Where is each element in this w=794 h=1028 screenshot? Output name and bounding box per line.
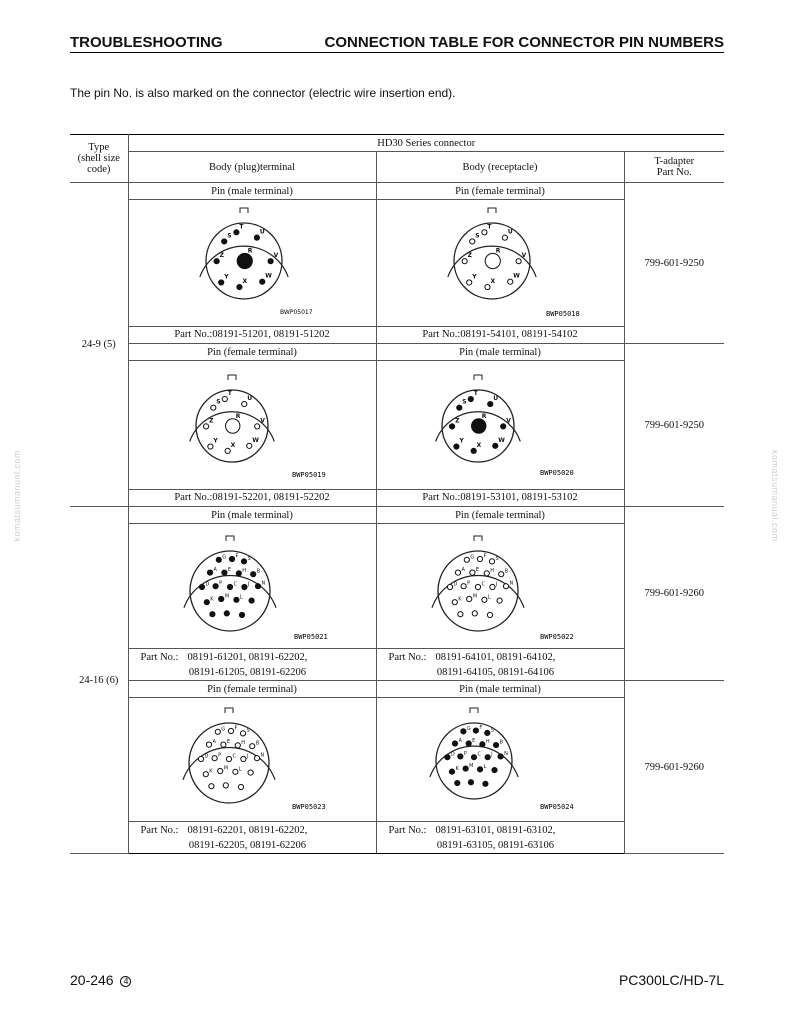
pin bbox=[475, 584, 480, 589]
pin-label: S bbox=[227, 231, 232, 239]
pin-label: K bbox=[209, 768, 213, 775]
pin bbox=[242, 584, 247, 589]
connector-face bbox=[189, 723, 269, 803]
watermark-right: komatsumanual.com bbox=[770, 450, 780, 542]
connector-diagram-cell bbox=[128, 200, 376, 327]
pin bbox=[203, 771, 208, 776]
connector-diagram bbox=[132, 362, 372, 489]
pin-label: M bbox=[469, 762, 474, 769]
pin-label: P bbox=[219, 580, 223, 587]
connector-diagram-cell bbox=[376, 361, 624, 490]
pin bbox=[498, 753, 503, 758]
pin bbox=[209, 783, 214, 788]
pin bbox=[484, 570, 489, 575]
connector-face bbox=[190, 551, 270, 631]
pin-label: A bbox=[213, 566, 217, 573]
pin bbox=[471, 448, 476, 453]
connector-diagram bbox=[132, 699, 372, 821]
pin-label: J bbox=[246, 753, 249, 759]
pin bbox=[461, 728, 466, 733]
pin bbox=[482, 229, 487, 234]
pin-label: T bbox=[227, 389, 232, 397]
pin bbox=[233, 769, 238, 774]
model-name: PC300LC/HD-7L bbox=[618, 972, 724, 988]
pin-label: R bbox=[247, 247, 253, 255]
pin bbox=[234, 229, 239, 234]
pin-label: U bbox=[259, 228, 265, 236]
pin bbox=[468, 396, 473, 401]
connector-diagram-cell bbox=[376, 698, 624, 822]
pin-label: Pin (female terminal) bbox=[376, 507, 624, 524]
pin bbox=[240, 730, 245, 735]
pin-label: C bbox=[233, 581, 237, 587]
pin-label: X bbox=[490, 277, 496, 285]
pin bbox=[234, 597, 239, 602]
pin bbox=[468, 779, 473, 784]
pin-label: T bbox=[239, 222, 244, 230]
pin-label: S bbox=[475, 231, 480, 239]
pin-label: F bbox=[234, 725, 238, 731]
pin-label: M bbox=[223, 765, 229, 771]
pin bbox=[445, 754, 450, 759]
figure-code: BWP05017 bbox=[280, 308, 313, 316]
pin bbox=[222, 396, 227, 401]
pin bbox=[467, 596, 472, 601]
pin bbox=[466, 740, 471, 745]
connector-face bbox=[436, 723, 512, 799]
figure-code: BWP05024 bbox=[540, 802, 574, 811]
pin-label: Z bbox=[455, 416, 460, 424]
pin bbox=[241, 558, 246, 563]
pin-label: V bbox=[521, 251, 527, 259]
pin bbox=[452, 599, 457, 604]
pin-label: W bbox=[513, 272, 520, 280]
pin-label: U bbox=[507, 228, 513, 236]
center-pin bbox=[472, 418, 486, 432]
connector-diagram bbox=[132, 525, 372, 648]
connector-diagram-cell bbox=[376, 524, 624, 649]
pin bbox=[241, 756, 246, 761]
pin-label: D bbox=[205, 581, 210, 587]
pin-label: C bbox=[232, 753, 236, 759]
pin bbox=[268, 258, 273, 263]
type-header: Type (shell size code) bbox=[70, 135, 128, 183]
pin bbox=[239, 612, 244, 617]
part-number: Part No.:08191-52201, 08191-52202 bbox=[128, 490, 376, 507]
pin bbox=[455, 570, 460, 575]
pin bbox=[249, 598, 254, 603]
figure-code: BWP05022 bbox=[540, 632, 574, 641]
pin bbox=[255, 423, 260, 428]
key-tab bbox=[470, 708, 478, 713]
pin-label: B bbox=[256, 568, 261, 575]
pin bbox=[452, 740, 457, 745]
pin-label: Pin (male terminal) bbox=[128, 183, 376, 200]
pin-label: H bbox=[485, 738, 490, 745]
revision-mark: 4 bbox=[120, 976, 131, 987]
pin-label: J bbox=[247, 581, 250, 587]
pin bbox=[219, 279, 224, 284]
pin bbox=[492, 767, 497, 772]
pin-label: L bbox=[238, 765, 242, 772]
pin-label: P bbox=[218, 752, 222, 759]
pin-label: C bbox=[481, 581, 485, 587]
key-tab bbox=[488, 208, 496, 213]
pin-label: M bbox=[472, 593, 478, 599]
connector-face bbox=[438, 551, 518, 631]
pin-label: H bbox=[242, 567, 247, 574]
pin-label: Z bbox=[467, 251, 472, 259]
key-tab bbox=[474, 375, 482, 380]
pin bbox=[482, 597, 487, 602]
pin-label: X bbox=[242, 277, 248, 285]
pin bbox=[237, 284, 242, 289]
pin bbox=[238, 784, 243, 789]
pin bbox=[503, 583, 508, 588]
pin bbox=[485, 754, 490, 759]
pin-label: Y bbox=[472, 272, 477, 280]
pin-label: S bbox=[216, 398, 221, 406]
pin-label: D bbox=[450, 751, 455, 758]
pin bbox=[493, 443, 498, 448]
pin bbox=[462, 258, 467, 263]
pin-label: B bbox=[499, 739, 503, 746]
pin bbox=[497, 598, 502, 603]
pin bbox=[470, 570, 475, 575]
pin-label: F bbox=[483, 553, 487, 559]
pin bbox=[516, 258, 521, 263]
tadapter-part: 799-601-9250 bbox=[624, 183, 724, 344]
pin-label: R bbox=[495, 247, 501, 255]
pin bbox=[457, 405, 462, 410]
part-number: Part No.:08191-54101, 08191-54102 bbox=[376, 327, 624, 344]
pin-label: Pin (male terminal) bbox=[128, 507, 376, 524]
pin bbox=[216, 557, 221, 562]
page-number: 20-246 4 bbox=[70, 972, 131, 988]
pin-label: S bbox=[246, 727, 250, 734]
pin bbox=[490, 584, 495, 589]
pin bbox=[488, 401, 493, 406]
pin bbox=[464, 557, 469, 562]
pin-label: N bbox=[509, 580, 514, 587]
pin bbox=[208, 443, 213, 448]
pin-label: U bbox=[247, 394, 253, 402]
pin bbox=[458, 753, 463, 758]
pin-label: H bbox=[490, 567, 495, 574]
key-tab bbox=[228, 375, 236, 380]
pin bbox=[235, 742, 240, 747]
pin bbox=[228, 728, 233, 733]
pin bbox=[447, 584, 452, 589]
pin bbox=[212, 755, 217, 760]
pin-label: Y bbox=[213, 437, 218, 445]
connector-diagram bbox=[132, 201, 372, 326]
pin bbox=[473, 728, 478, 733]
header-rule bbox=[70, 52, 724, 53]
pin bbox=[485, 730, 490, 735]
figure-code: BWP05019 bbox=[292, 470, 326, 479]
pin bbox=[213, 583, 218, 588]
pin-label: L bbox=[483, 763, 487, 770]
pin-label: Pin (female terminal) bbox=[128, 681, 376, 698]
pin bbox=[463, 766, 468, 771]
part-number: Part No.: 08191-61201, 08191-62202, 08191-61205, 08191-62206 bbox=[128, 649, 376, 681]
pin-label: N bbox=[261, 580, 266, 587]
watermark-left: komatsumanual.com bbox=[12, 450, 22, 542]
pin bbox=[225, 448, 230, 453]
connector-diagram bbox=[380, 201, 620, 326]
pin-label: G bbox=[221, 725, 226, 732]
pin bbox=[226, 756, 231, 761]
pin bbox=[255, 583, 260, 588]
pin-label: Y bbox=[224, 272, 229, 280]
pin-label: T bbox=[487, 222, 492, 230]
pin-label: H bbox=[241, 739, 246, 746]
pin bbox=[467, 279, 472, 284]
pin-label: Pin (male terminal) bbox=[376, 681, 624, 698]
pin bbox=[449, 423, 454, 428]
pin bbox=[461, 583, 466, 588]
pin-label: K bbox=[455, 765, 459, 772]
pin-label: X bbox=[230, 441, 236, 449]
pin bbox=[493, 742, 498, 747]
figure-code: BWP05023 bbox=[292, 802, 326, 811]
pin-label: F bbox=[235, 553, 239, 559]
pin-label: F bbox=[479, 724, 483, 731]
pin bbox=[199, 584, 204, 589]
pin-label: A bbox=[458, 737, 462, 744]
pin bbox=[247, 443, 252, 448]
pin bbox=[471, 754, 476, 759]
pin-label: X bbox=[476, 441, 482, 449]
pin-label: Z bbox=[219, 251, 224, 259]
pin bbox=[248, 770, 253, 775]
pin-label: T bbox=[473, 389, 478, 397]
tadapter-part: 799-601-9260 bbox=[624, 507, 724, 681]
pin bbox=[223, 782, 228, 787]
pin bbox=[229, 556, 234, 561]
pin-label: J bbox=[491, 751, 493, 758]
pin bbox=[489, 558, 494, 563]
pin-label: P bbox=[467, 580, 471, 587]
type-cell: 24-16 (6) bbox=[70, 507, 128, 854]
pin-label: W bbox=[252, 436, 259, 444]
pin bbox=[501, 423, 506, 428]
pin bbox=[214, 258, 219, 263]
pin bbox=[222, 238, 227, 243]
figure-code: BWP05021 bbox=[294, 632, 328, 641]
pin bbox=[470, 238, 475, 243]
pin-label: R bbox=[481, 412, 487, 420]
tadapter-column-header: T-adapter Part No. bbox=[624, 152, 724, 183]
center-pin bbox=[485, 253, 500, 268]
pin-label: V bbox=[273, 251, 279, 259]
pin-label: S bbox=[490, 726, 494, 733]
pin-label: Pin (male terminal) bbox=[376, 344, 624, 361]
key-tab bbox=[225, 708, 233, 713]
page-title: CONNECTION TABLE FOR CONNECTOR PIN NUMBERS bbox=[324, 34, 724, 51]
pin bbox=[487, 612, 492, 617]
pin bbox=[250, 743, 255, 748]
pin-label: W bbox=[265, 272, 272, 280]
pin bbox=[499, 571, 504, 576]
pin bbox=[198, 756, 203, 761]
figure-code: BWP05018 bbox=[546, 309, 580, 318]
pin bbox=[218, 768, 223, 773]
pin bbox=[219, 596, 224, 601]
pin-label: S bbox=[247, 555, 251, 562]
pin-label: D bbox=[204, 753, 209, 759]
pin-label: E bbox=[226, 738, 231, 745]
pin bbox=[254, 235, 259, 240]
pin bbox=[480, 741, 485, 746]
pin-label: A bbox=[461, 566, 465, 573]
key-tab bbox=[240, 208, 248, 213]
pin bbox=[242, 401, 247, 406]
pin bbox=[215, 729, 220, 734]
pin-label: A bbox=[212, 738, 216, 745]
pin-label: K bbox=[210, 596, 214, 603]
pin-label: S bbox=[495, 555, 499, 562]
pin-label: G bbox=[470, 553, 475, 560]
pin bbox=[207, 570, 212, 575]
pin bbox=[260, 279, 265, 284]
pin-label: E bbox=[475, 566, 480, 573]
pin bbox=[206, 742, 211, 747]
connector-diagram-cell bbox=[128, 361, 376, 490]
pin bbox=[477, 766, 482, 771]
key-tab bbox=[474, 536, 482, 541]
pin bbox=[254, 755, 259, 760]
pin bbox=[502, 235, 507, 240]
pin bbox=[455, 780, 460, 785]
pin-label: S bbox=[462, 398, 467, 406]
pin-label: Z bbox=[209, 416, 214, 424]
key-tab bbox=[226, 536, 234, 541]
figure-code: BWP05020 bbox=[540, 468, 574, 477]
pin-label: R bbox=[235, 412, 241, 420]
section-title: TROUBLESHOOTING bbox=[70, 34, 223, 51]
pin-label: P bbox=[463, 750, 467, 757]
pin-label: G bbox=[222, 553, 227, 560]
pin-label: L bbox=[487, 593, 491, 600]
pin bbox=[472, 610, 477, 615]
connector-diagram-cell bbox=[128, 524, 376, 649]
pin bbox=[224, 610, 229, 615]
pin-label: Pin (female terminal) bbox=[376, 183, 624, 200]
center-pin bbox=[226, 418, 240, 432]
pin bbox=[203, 423, 208, 428]
pin-label: D bbox=[453, 581, 458, 587]
pin-label: E bbox=[227, 566, 232, 573]
pin-label: L bbox=[239, 593, 243, 600]
pin-label: Pin (female terminal) bbox=[128, 344, 376, 361]
series-header: HD30 Series connector bbox=[128, 135, 724, 152]
pin bbox=[227, 584, 232, 589]
pin bbox=[458, 611, 463, 616]
connector-diagram-cell bbox=[376, 200, 624, 327]
plug-column-header: Body (plug)terminal bbox=[128, 152, 376, 183]
pin bbox=[210, 611, 215, 616]
pin-label: G bbox=[466, 725, 471, 732]
pin bbox=[508, 279, 513, 284]
pin bbox=[251, 571, 256, 576]
center-pin bbox=[237, 253, 252, 268]
pin bbox=[485, 284, 490, 289]
pin-label: W bbox=[498, 436, 505, 444]
type-cell: 24-9 (5) bbox=[70, 183, 128, 507]
pin-label: B bbox=[255, 740, 260, 747]
pin-label: Y bbox=[459, 437, 464, 445]
intro-text: The pin No. is also marked on the connector (electric wire insertion end). bbox=[70, 86, 456, 100]
tadapter-part: 799-601-9250 bbox=[624, 344, 724, 507]
pin-label: J bbox=[495, 581, 498, 587]
pin bbox=[236, 570, 241, 575]
pin bbox=[449, 769, 454, 774]
part-number: Part No.:08191-51201, 08191-51202 bbox=[128, 327, 376, 344]
pin-label: N bbox=[504, 750, 508, 757]
pin-label: N bbox=[260, 752, 265, 759]
connector-diagram bbox=[380, 362, 620, 489]
pin-label: V bbox=[506, 416, 511, 424]
connector-diagram bbox=[380, 699, 620, 821]
pin bbox=[204, 599, 209, 604]
pin bbox=[221, 742, 226, 747]
pin-label: V bbox=[260, 416, 265, 424]
part-number: Part No.: 08191-63101, 08191-63102, 08191-63105, 08191-63106 bbox=[376, 822, 624, 854]
connector-table bbox=[70, 134, 724, 854]
pin bbox=[211, 405, 216, 410]
pin-label: C bbox=[477, 751, 481, 758]
pin-label: K bbox=[458, 596, 462, 603]
connector-diagram bbox=[380, 525, 620, 648]
pin-label: U bbox=[493, 394, 499, 402]
pin-label: M bbox=[224, 593, 230, 599]
part-number: Part No.:08191-53101, 08191-53102 bbox=[376, 490, 624, 507]
tadapter-part: 799-601-9260 bbox=[624, 681, 724, 854]
pin bbox=[477, 556, 482, 561]
part-number: Part No.: 08191-64101, 08191-64102, 08191-64105, 08191-64106 bbox=[376, 649, 624, 681]
connector-diagram-cell bbox=[128, 698, 376, 822]
pin bbox=[454, 443, 459, 448]
part-number: Part No.: 08191-62201, 08191-62202, 08191-62205, 08191-62206 bbox=[128, 822, 376, 854]
pin-label: B bbox=[504, 568, 509, 575]
receptacle-column-header: Body (receptacle) bbox=[376, 152, 624, 183]
pin bbox=[483, 781, 488, 786]
pin bbox=[222, 570, 227, 575]
pin-label: E bbox=[472, 737, 476, 744]
